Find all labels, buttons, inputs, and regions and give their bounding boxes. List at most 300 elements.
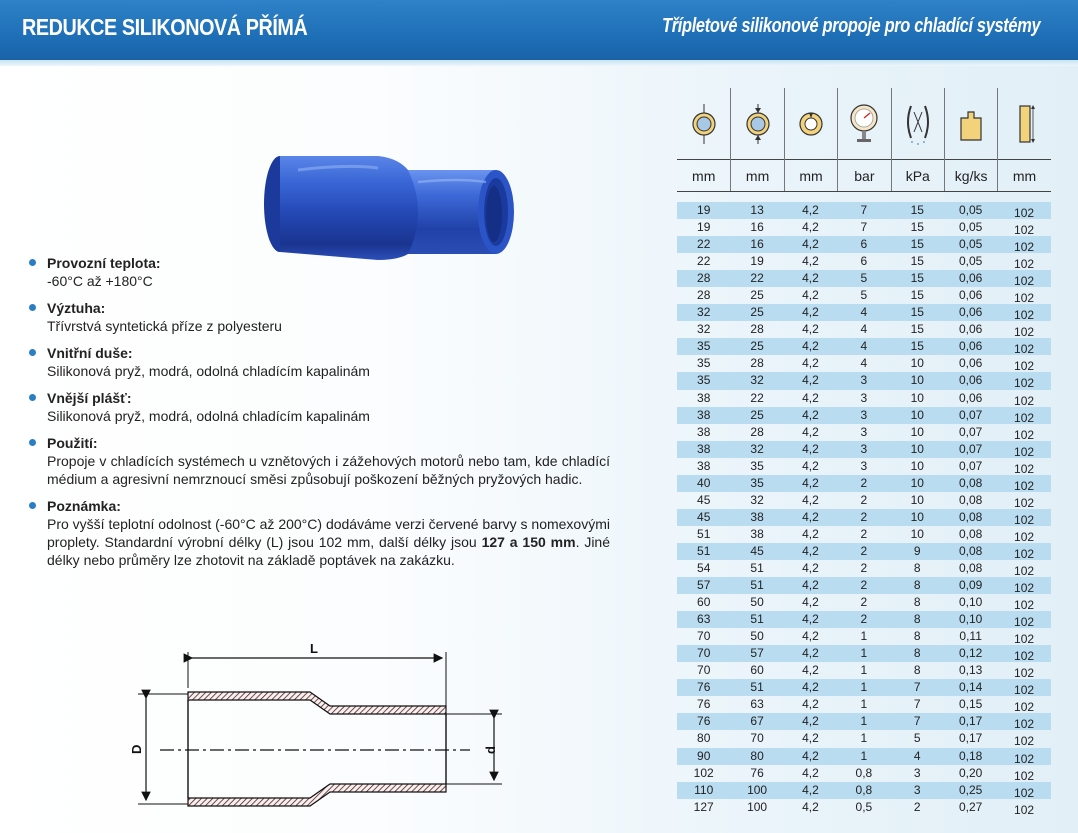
dimension-inner-diameter-label: d xyxy=(483,746,498,754)
table-cell: 25 xyxy=(750,305,764,320)
table-cell: 10 xyxy=(910,475,924,490)
table-cell: 22 xyxy=(697,237,711,252)
table-cell: 102 xyxy=(1014,376,1035,391)
length-icon xyxy=(997,88,1050,160)
table-cell: 102 xyxy=(1014,666,1035,681)
table-cell: 0,06 xyxy=(958,322,983,337)
table-cell: 2 xyxy=(860,526,868,541)
table-cell: 8 xyxy=(913,560,921,575)
table-row xyxy=(677,526,1051,543)
table-cell: 4,2 xyxy=(802,339,819,354)
table-cell: 38 xyxy=(697,441,711,456)
table-cell: 4,2 xyxy=(802,765,819,780)
table-cell: 28 xyxy=(750,424,764,439)
table-cell: 4,2 xyxy=(802,697,819,712)
table-cell: 0,08 xyxy=(958,526,983,541)
table-cell: 25 xyxy=(750,407,764,422)
table-cell: 1 xyxy=(860,714,868,729)
outer-diameter-icon xyxy=(677,88,730,160)
table-cell: 0,11 xyxy=(959,629,982,644)
table-cell: 102 xyxy=(1014,223,1035,238)
table-cell: 0,8 xyxy=(855,765,873,780)
table-cell: 127 xyxy=(693,799,714,814)
table-cell: 2 xyxy=(860,543,868,558)
table-cell: 38 xyxy=(697,424,711,439)
table-cell: 10 xyxy=(910,407,924,422)
table-cell: 2 xyxy=(860,612,868,627)
note-text-start: Pro vyšší teplotní odolnost (-60°C až 200°C) dodáváme verzi červené barvy s nomexovými proplety. Standardní výrobní délky (L) jsou 102 mm, další délky jsou xyxy=(47,516,610,550)
table-cell: 102 xyxy=(1014,257,1035,272)
table-cell: 38 xyxy=(697,458,711,473)
table-cell: 1 xyxy=(860,646,868,661)
table-cell: 102 xyxy=(1014,751,1035,766)
table-cell: 4,2 xyxy=(802,407,819,422)
table-cell: 102 xyxy=(1014,581,1035,596)
table-cell: 8 xyxy=(913,646,921,661)
table-row xyxy=(677,662,1051,679)
table-cell: 40 xyxy=(697,475,711,490)
table-cell: 4,2 xyxy=(802,441,819,456)
table-cell: 102 xyxy=(1014,478,1035,493)
table-cell: 2 xyxy=(860,578,868,593)
table-cell: 6 xyxy=(860,237,868,252)
table-cell: 0,12 xyxy=(958,646,983,661)
table-cell: 0,08 xyxy=(958,560,983,575)
table-cell: 0,10 xyxy=(958,595,983,610)
table-row xyxy=(677,765,1051,782)
table-cell: 102 xyxy=(1014,512,1035,527)
table-cell: 51 xyxy=(697,526,711,541)
table-cell: 0,06 xyxy=(958,373,983,388)
table-cell: 7 xyxy=(913,697,921,712)
table-cell: 0,10 xyxy=(958,612,983,627)
table-cell: 4,2 xyxy=(802,203,819,217)
table-cell: 102 xyxy=(1014,615,1035,630)
table-cell: 60 xyxy=(750,663,764,678)
table-cell: 0,27 xyxy=(958,799,983,814)
table-cell: 76 xyxy=(750,765,764,780)
table-row xyxy=(677,338,1051,355)
table-cell: 54 xyxy=(697,560,711,575)
table-cell: 0,07 xyxy=(958,441,983,456)
table-cell: 0,05 xyxy=(958,254,983,269)
table-cell: 4,2 xyxy=(802,390,819,405)
table-cell: 0,8 xyxy=(855,782,873,797)
unit-header: kPa xyxy=(891,160,944,191)
table-icons-row xyxy=(677,88,1051,160)
spec-text: Silikonová pryž, modrá, odolná chladícím kapalinám xyxy=(47,363,370,379)
page-title: REDUKCE SILIKONOVÁ PŘÍMÁ xyxy=(22,14,308,40)
specifications-list xyxy=(28,254,610,578)
table-cell: 45 xyxy=(750,543,764,558)
table-cell: 15 xyxy=(910,305,924,320)
table-cell: 8 xyxy=(913,595,921,610)
table-cell: 4,2 xyxy=(802,373,819,388)
table-cell: 35 xyxy=(697,356,711,371)
table-cell: 1 xyxy=(860,663,868,678)
table-cell: 51 xyxy=(750,578,764,593)
table-cell: 32 xyxy=(750,441,764,456)
table-cell: 102 xyxy=(1014,700,1035,715)
table-cell: 0,08 xyxy=(958,509,983,524)
dimensions-table xyxy=(677,88,1051,816)
table-cell: 67 xyxy=(750,714,764,729)
table-cell: 10 xyxy=(910,458,924,473)
table-cell: 70 xyxy=(697,646,711,661)
table-cell: 4,2 xyxy=(802,646,819,661)
table-cell: 4,2 xyxy=(802,458,819,473)
table-cell: 4,2 xyxy=(802,322,819,337)
table-cell: 102 xyxy=(693,765,714,780)
table-cell: 5 xyxy=(860,271,868,286)
table-row xyxy=(677,577,1051,594)
table-cell: 0,07 xyxy=(958,424,983,439)
table-cell: 0,06 xyxy=(958,339,983,354)
table-cell: 57 xyxy=(697,578,711,593)
table-row xyxy=(677,679,1051,696)
spec-text xyxy=(47,515,610,569)
table-cell: 4,2 xyxy=(802,492,819,507)
table-cell: 110 xyxy=(694,782,714,797)
table-cell: 4 xyxy=(913,748,921,763)
table-row xyxy=(677,321,1051,338)
dimension-length-label: L xyxy=(310,641,318,656)
table-cell: 0,06 xyxy=(958,356,983,371)
table-cell: 3 xyxy=(913,765,921,780)
table-cell: 22 xyxy=(750,271,764,286)
table-cell: 0,06 xyxy=(958,288,983,303)
table-cell: 35 xyxy=(697,339,711,354)
table-cell: 4 xyxy=(860,322,868,337)
table-cell: 76 xyxy=(697,680,711,695)
table-row xyxy=(677,304,1051,321)
burst-pressure-icon xyxy=(891,88,944,160)
table-cell: 4,2 xyxy=(802,595,819,610)
technical-drawing xyxy=(120,636,520,826)
table-cell: 102 xyxy=(1014,291,1035,306)
table-cell: 8 xyxy=(913,578,921,593)
table-cell: 4,2 xyxy=(802,714,819,729)
table-cell: 102 xyxy=(1014,563,1035,578)
dimension-outer-diameter-label: D xyxy=(129,744,144,754)
table-cell: 100 xyxy=(747,799,768,814)
note-text-end: . Jiné délky nebo průměry lze zhotovit na základě poptávek na zakázku. xyxy=(47,534,610,568)
table-cell: 45 xyxy=(697,492,711,507)
table-cell: 0,18 xyxy=(958,748,983,763)
spec-label: Použití: xyxy=(47,435,98,451)
spec-usage xyxy=(28,434,610,488)
table-cell: 4,2 xyxy=(802,509,819,524)
table-cell: 4,2 xyxy=(802,220,819,235)
table-cell: 102 xyxy=(1014,768,1035,783)
table-cell: 102 xyxy=(1014,308,1035,323)
note-text-bold: 127 a 150 mm xyxy=(481,534,576,550)
table-cell: 76 xyxy=(697,697,711,712)
table-cell: 5 xyxy=(913,731,921,746)
unit-header: mm xyxy=(997,160,1050,191)
table-cell: 0,13 xyxy=(958,663,983,678)
table-cell: 38 xyxy=(697,390,711,405)
table-cell: 0,07 xyxy=(958,458,983,473)
spec-label: Provozní teplota: xyxy=(47,255,161,271)
bullet-icon xyxy=(29,502,36,509)
table-cell: 4,2 xyxy=(802,663,819,678)
table-cell: 4,2 xyxy=(802,782,819,797)
wall-thickness-icon xyxy=(784,88,837,160)
table-cell: 10 xyxy=(910,424,924,439)
table-cell: 22 xyxy=(697,254,711,269)
table-cell: 51 xyxy=(750,680,764,695)
table-cell: 100 xyxy=(747,782,768,797)
table-cell: 10 xyxy=(910,373,924,388)
table-cell: 4,2 xyxy=(802,748,819,763)
unit-header: bar xyxy=(837,160,890,191)
table-row xyxy=(677,441,1051,458)
table-cell: 2 xyxy=(860,595,868,610)
table-cell: 3 xyxy=(860,373,868,388)
spec-label: Vnější plášť: xyxy=(47,390,132,406)
table-cell: 2 xyxy=(860,509,868,524)
spec-text: Třívrstvá syntetická příze z polyesteru xyxy=(47,318,282,334)
table-row xyxy=(677,611,1051,628)
table-row xyxy=(677,782,1051,799)
table-cell: 4,2 xyxy=(802,254,819,269)
bullet-icon xyxy=(29,304,36,311)
table-cell: 4,2 xyxy=(802,526,819,541)
table-row xyxy=(677,390,1051,407)
table-cell: 9 xyxy=(913,543,921,558)
table-cell: 0,06 xyxy=(958,390,983,405)
table-row xyxy=(677,730,1051,747)
table-cell: 45 xyxy=(697,509,711,524)
spec-text: Propoje v chladících systémech u vznětových i zážehových motorů nebo tam, kde chladící médium a agresivní nemrznoucí směsi způsobují poškození běžných pryžových hadic. xyxy=(47,453,610,487)
table-cell: 3 xyxy=(860,458,868,473)
table-cell: 16 xyxy=(750,220,764,235)
table-cell: 10 xyxy=(910,356,924,371)
table-cell: 0,14 xyxy=(958,680,983,695)
table-cell: 32 xyxy=(750,492,764,507)
table-cell: 51 xyxy=(750,612,764,627)
table-cell: 0,05 xyxy=(958,237,983,252)
table-cell: 80 xyxy=(750,748,764,763)
table-cell: 0,06 xyxy=(958,305,983,320)
table-cell: 8 xyxy=(913,612,921,627)
table-cell: 4,2 xyxy=(802,578,819,593)
table-row xyxy=(677,407,1051,424)
table-cell: 4,2 xyxy=(802,731,819,746)
table-cell: 1 xyxy=(860,629,868,644)
table-cell: 0,20 xyxy=(958,765,983,780)
table-cell: 70 xyxy=(697,629,711,644)
table-cell: 102 xyxy=(1014,359,1035,374)
table-row xyxy=(677,492,1051,509)
table-row xyxy=(677,355,1051,372)
table-cell: 1 xyxy=(860,748,868,763)
table-cell: 25 xyxy=(750,339,764,354)
table-cell: 4,2 xyxy=(802,560,819,575)
table-cell: 15 xyxy=(910,237,924,252)
table-row xyxy=(677,253,1051,270)
table-cell: 0,09 xyxy=(958,578,983,593)
table-cell: 16 xyxy=(750,237,764,252)
table-cell: 102 xyxy=(1014,274,1035,289)
table-cell: 102 xyxy=(1014,649,1035,664)
table-row xyxy=(677,696,1051,713)
table-cell: 38 xyxy=(697,407,711,422)
table-cell: 3 xyxy=(913,782,921,797)
table-cell: 102 xyxy=(1014,683,1035,698)
table-cell: 102 xyxy=(1014,461,1035,476)
table-cell: 2 xyxy=(860,475,868,490)
table-cell: 0,05 xyxy=(958,203,983,217)
unit-header: kg/ks xyxy=(944,160,997,191)
table-cell: 32 xyxy=(697,305,711,320)
table-cell: 4,2 xyxy=(802,543,819,558)
table-row xyxy=(677,560,1051,577)
table-cell: 102 xyxy=(1014,410,1035,425)
table-cell: 28 xyxy=(750,356,764,371)
table-row xyxy=(677,202,1051,219)
table-cell: 28 xyxy=(697,271,711,286)
table-cell: 19 xyxy=(697,203,711,217)
table-cell: 4,2 xyxy=(802,305,819,320)
table-cell: 102 xyxy=(1014,734,1035,749)
table-cell: 32 xyxy=(697,322,711,337)
table-units-row xyxy=(677,160,1051,192)
table-cell: 35 xyxy=(750,475,764,490)
table-cell: 4 xyxy=(860,356,868,371)
table-cell: 102 xyxy=(1014,495,1035,510)
table-cell: 0,07 xyxy=(958,407,983,422)
table-row xyxy=(677,543,1051,560)
table-cell: 0,17 xyxy=(958,731,983,746)
table-cell: 15 xyxy=(910,339,924,354)
table-cell: 63 xyxy=(750,697,764,712)
table-cell: 102 xyxy=(1014,342,1035,357)
table-cell: 51 xyxy=(750,560,764,575)
spec-note xyxy=(28,497,610,569)
spec-label: Výztuha: xyxy=(47,300,106,316)
table-cell: 102 xyxy=(1014,802,1035,817)
spec-text: -60°C až +180°C xyxy=(47,273,153,289)
table-cell: 57 xyxy=(750,646,764,661)
table-cell: 15 xyxy=(910,271,924,286)
pressure-gauge-icon xyxy=(837,88,890,160)
unit-header: mm xyxy=(692,168,716,184)
table-cell: 102 xyxy=(1014,529,1035,544)
table-cell: 15 xyxy=(910,288,924,303)
spec-operating-temperature xyxy=(28,254,610,290)
table-cell: 4 xyxy=(860,305,868,320)
table-cell: 70 xyxy=(750,731,764,746)
table-cell: 38 xyxy=(750,509,764,524)
table-cell: 102 xyxy=(1014,444,1035,459)
table-row xyxy=(677,372,1051,389)
table-row xyxy=(677,628,1051,645)
table-cell: 1 xyxy=(860,731,868,746)
table-cell: 1 xyxy=(860,680,868,695)
page-subtitle: Třípletové silikonové propoje pro chladící systémy xyxy=(661,15,1040,37)
table-cell: 60 xyxy=(697,595,711,610)
table-row xyxy=(677,475,1051,492)
table-cell: 4,2 xyxy=(802,680,819,695)
header-divider xyxy=(0,60,1078,66)
table-cell: 13 xyxy=(750,203,764,217)
unit-header: mm xyxy=(730,160,783,191)
table-row xyxy=(677,458,1051,475)
weight-icon xyxy=(944,88,997,160)
table-cell: 15 xyxy=(910,203,924,217)
table-row xyxy=(677,594,1051,611)
table-row xyxy=(677,424,1051,441)
table-cell: 70 xyxy=(697,663,711,678)
table-cell: 0,25 xyxy=(958,782,983,797)
spec-inner-tube xyxy=(28,344,610,380)
table-cell: 7 xyxy=(913,680,921,695)
table-cell: 0,05 xyxy=(958,220,983,235)
table-cell: 102 xyxy=(1014,427,1035,442)
table-cell: 51 xyxy=(697,543,711,558)
table-row xyxy=(677,799,1051,816)
table-cell: 0,17 xyxy=(958,714,983,729)
table-cell: 38 xyxy=(750,526,764,541)
table-row xyxy=(677,713,1051,730)
table-cell: 28 xyxy=(750,322,764,337)
table-body xyxy=(677,202,1051,816)
table-cell: 10 xyxy=(910,526,924,541)
table-cell: 4,2 xyxy=(802,237,819,252)
table-cell: 102 xyxy=(1014,785,1035,800)
table-row xyxy=(677,509,1051,526)
spec-reinforcement xyxy=(28,299,610,335)
table-cell: 28 xyxy=(697,288,711,303)
table-cell: 0,06 xyxy=(958,271,983,286)
table-cell: 25 xyxy=(750,288,764,303)
table-cell: 0,15 xyxy=(958,697,983,712)
table-cell: 102 xyxy=(1014,546,1035,561)
table-cell: 5 xyxy=(860,288,868,303)
table-row xyxy=(677,645,1051,662)
table-cell: 15 xyxy=(910,220,924,235)
table-cell: 35 xyxy=(750,458,764,473)
table-cell: 4,2 xyxy=(802,356,819,371)
spec-text: Silikonová pryž, modrá, odolná chladícím kapalinám xyxy=(47,408,370,424)
table-cell: 102 xyxy=(1014,598,1035,613)
table-cell: 0,08 xyxy=(958,492,983,507)
table-cell: 22 xyxy=(750,390,764,405)
table-cell: 2 xyxy=(860,560,868,575)
table-cell: 63 xyxy=(697,612,711,627)
table-row xyxy=(677,219,1051,236)
table-row xyxy=(677,236,1051,253)
table-cell: 15 xyxy=(910,254,924,269)
table-cell: 3 xyxy=(860,424,868,439)
table-cell: 80 xyxy=(697,731,711,746)
bullet-icon xyxy=(29,439,36,446)
table-cell: 1 xyxy=(860,697,868,712)
table-cell: 3 xyxy=(860,441,868,456)
table-cell: 19 xyxy=(750,254,764,269)
bullet-icon xyxy=(29,394,36,401)
table-cell: 19 xyxy=(697,220,711,235)
spec-label: Poznámka: xyxy=(47,498,121,514)
table-cell: 4,2 xyxy=(802,799,819,814)
table-cell: 7 xyxy=(913,714,921,729)
table-cell: 76 xyxy=(697,714,711,729)
table-cell: 2 xyxy=(913,799,921,814)
unit-header: mm xyxy=(784,160,837,191)
table-cell: 6 xyxy=(860,254,868,269)
